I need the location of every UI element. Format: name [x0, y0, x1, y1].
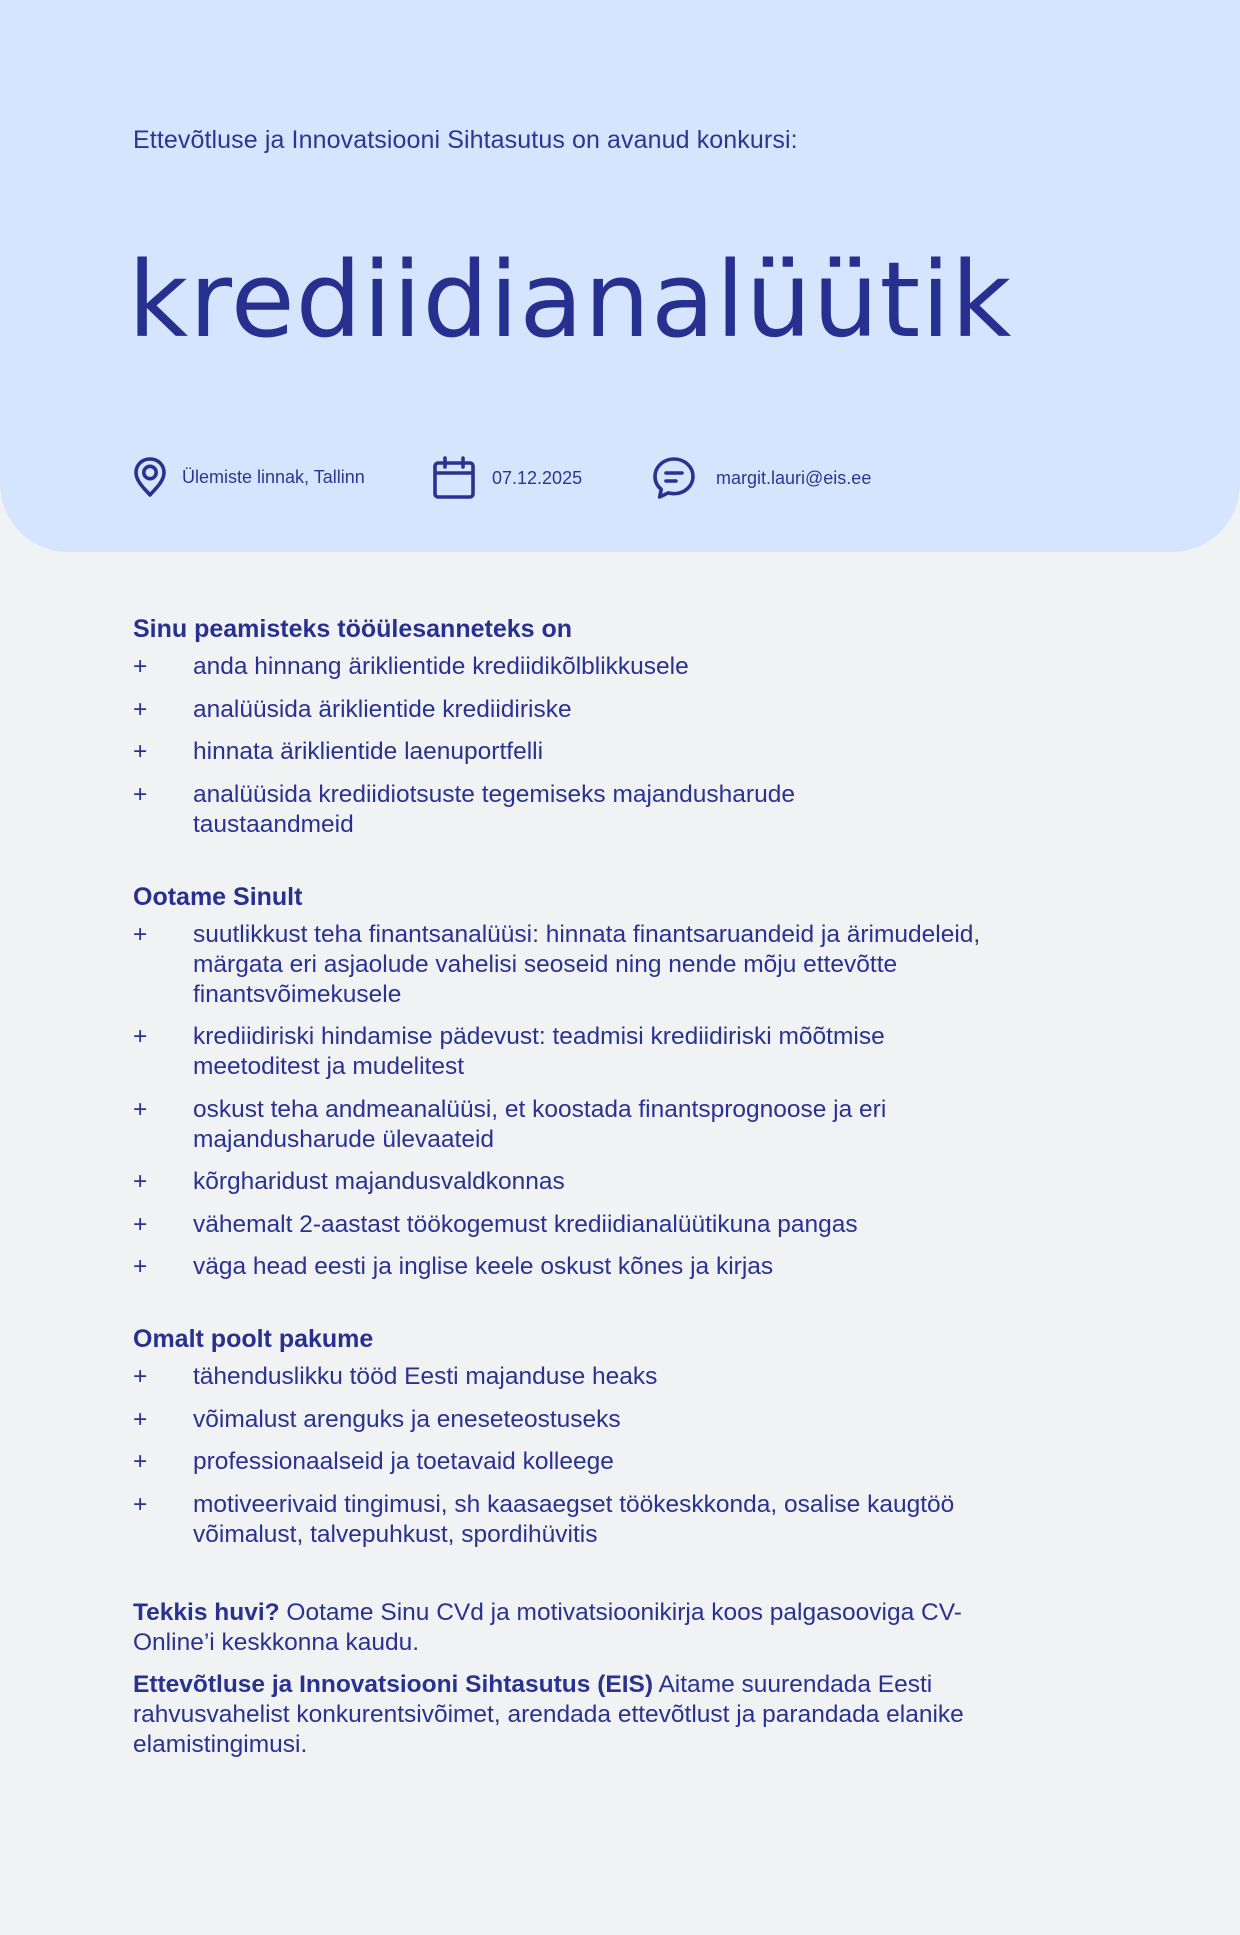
chat-bubble-icon	[652, 456, 696, 500]
plus-icon: +	[133, 1168, 148, 1195]
offer-list	[133, 1362, 1033, 1550]
plus-icon: +	[133, 695, 148, 723]
section-title: Omalt poolt pakume	[133, 1325, 374, 1353]
list-item: + analüüsida äriklientide krediidiriske	[133, 695, 572, 723]
job-description	[133, 612, 1033, 1772]
closing-section	[133, 1598, 1033, 1760]
calendar-icon	[432, 456, 476, 500]
plus-icon: +	[133, 1363, 148, 1390]
plus-icon: +	[133, 1210, 148, 1238]
contact-info	[652, 456, 871, 500]
list-item: + võimalust arenguks ja eneseteostuseks	[133, 1405, 621, 1433]
plus-icon: +	[133, 653, 148, 680]
list-item: + oskust teha andmeanalüüsi, et koostada finantsprognoose ja eri majandusharude ülevaateid	[133, 1095, 887, 1153]
intro-text: Ettevõtluse ja Innovatsiooni Sihtasutus on avanud konkursi:	[133, 126, 798, 154]
job-title: krediidianalüütik	[128, 239, 1013, 361]
location-pin-icon	[132, 456, 168, 498]
plus-icon: +	[133, 780, 148, 808]
organization-info	[133, 1670, 1033, 1760]
hero-banner	[0, 0, 1240, 552]
list-item: + analüüsida krediidiotsuste tegemiseks majandusharude taustaandmeid	[133, 780, 795, 838]
location-text: Ülemiste linnak, Tallinn	[182, 466, 365, 487]
application-text: Ootame Sinu CVd ja motivatsioonikirja koos palgasooviga CV-Online’i keskkonna kaudu.	[133, 1598, 962, 1656]
interest-heading: Tekkis huvi?	[133, 1598, 280, 1626]
list-item: + suutlikkust teha finantsanalüüsi: hinnata finantsaruandeid ja ärimudeleid, märgata eri asjaolude vahelisi seoseid ning nende mõju ettevõtte finantsvõimekusele	[133, 920, 981, 1008]
section-offer	[133, 1322, 1033, 1550]
tasks-list	[133, 652, 1033, 840]
list-item: + anda hinnang äriklientide krediidikõlblikkusele	[133, 653, 689, 680]
requirements-list	[133, 920, 1033, 1283]
list-item: + motiveerivaid tingimusi, sh kaasaegset töökeskkonda, osalise kaugtöö võimalust, talvepuhkust, spordihüvitis	[133, 1490, 955, 1548]
organization-name: Ettevõtluse ja Innovatsiooni Sihtasutus (EIS)	[133, 1670, 654, 1698]
plus-icon: +	[133, 1448, 148, 1475]
list-item: + tähenduslikku tööd Eesti majanduse heaks	[133, 1363, 658, 1390]
list-item: + väga head eesti ja inglise keele oskust kõnes ja kirjas	[133, 1253, 774, 1280]
list-item: + kõrgharidust majandusvaldkonnas	[133, 1168, 565, 1195]
application-info	[133, 1598, 1033, 1658]
list-item: + hinnata äriklientide laenuportfelli	[133, 738, 544, 765]
date-info	[432, 456, 582, 500]
list-item: + krediidiriski hindamise pädevust: teadmisi krediidiriski mõõtmise meetoditest ja mudelitest	[133, 1023, 885, 1080]
plus-icon: +	[133, 1405, 148, 1433]
plus-icon: +	[133, 1095, 148, 1123]
date-text: 07.12.2025	[492, 467, 583, 488]
plus-icon: +	[133, 738, 148, 765]
section-tasks	[133, 612, 1033, 840]
plus-icon: +	[133, 920, 148, 948]
email-link[interactable]: margit.lauri@eis.ee	[716, 467, 872, 488]
plus-icon: +	[133, 1023, 148, 1050]
list-item: + professionaalseid ja toetavaid kolleege	[133, 1448, 614, 1475]
plus-icon: +	[133, 1490, 148, 1518]
list-item: + vähemalt 2-aastast töökogemust krediidianalüütikuna pangas	[133, 1210, 858, 1238]
location-info	[132, 456, 365, 498]
section-title: Sinu peamisteks tööülesanneteks on	[133, 615, 573, 643]
section-title: Ootame Sinult	[133, 882, 303, 911]
organization-description: Aitame suurendada Eesti rahvusvahelist konkurentsivõimet, arendada ettevõtlust ja parandada elanike elamistingimusi.	[133, 1670, 964, 1758]
plus-icon: +	[133, 1253, 148, 1280]
section-requirements	[133, 880, 1033, 1283]
